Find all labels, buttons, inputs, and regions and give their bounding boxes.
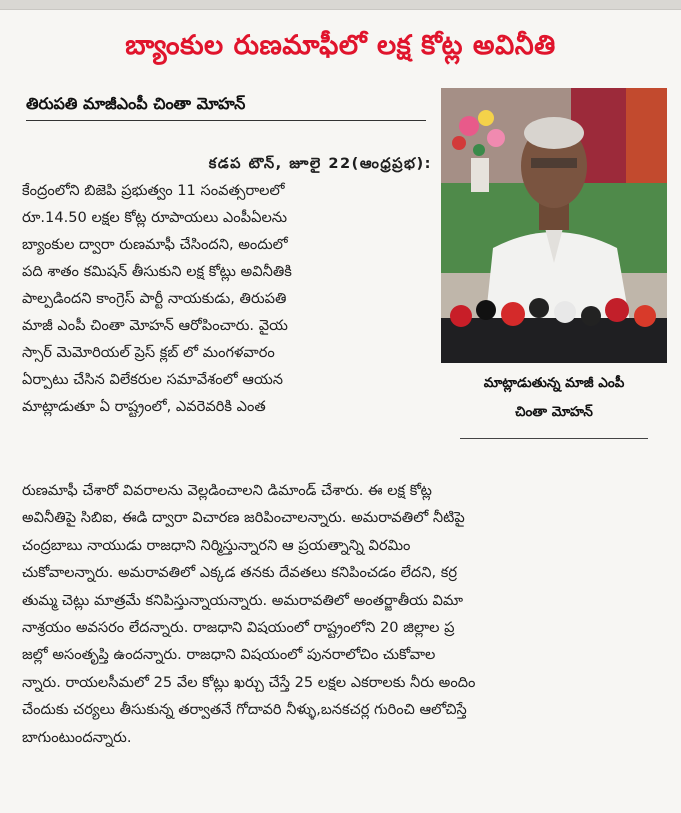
body-line: పది శాతం కమిషన్ తీసుకుని లక్ష కోట్లు అవినీతికి: [22, 263, 292, 280]
body-line: మాట్లాడుతూ ఏ రాష్ట్రంలో, ఎవరెవరికి ఎంత: [22, 398, 266, 415]
photo-illustration: [441, 88, 667, 363]
headline: బ్యాంకుల రుణమాఫీలో లక్ష కోట్ల అవినీతి: [125, 30, 556, 61]
dateline: కడప టౌన్, జూలై 22(ఆంధ్రప్రభ):: [208, 155, 432, 172]
body-line: రూ.14.50 లక్షల కోట్ల రూపాయలు ఎంపీఏలను: [22, 209, 288, 226]
photo-caption: [441, 369, 667, 427]
body-line: అవినీతిపై సిబిఐ, ఈడి ద్వారా విచారణ జరిపించాలన్నారు. అమరావతిలో నీటిపై: [22, 509, 465, 527]
caption-line: చింతా మోహన్: [515, 404, 593, 420]
body-line: తుమ్మ చెట్లు మాత్రమే కనిపిస్తున్నాయన్నారు. అమరావతిలో అంతర్జాతీయ విమా: [22, 591, 464, 609]
body-line: ఏర్పాటు చేసిన విలేకరుల సమావేశంలో ఆయన: [22, 371, 283, 388]
body-line: న్నారు. రాయలసీమలో 25 వేల కోట్లు ఖర్చు చేస్తే 25 లక్షల ఎకరాలకు నీరు అందిం: [22, 673, 476, 691]
body-line: బ్యాంకుల ద్వారా రుణమాఫీ చేసిందని, అందులో: [22, 236, 288, 253]
body-line: కేంద్రంలోని బిజెపి ప్రభుత్వం 11 సంవత్సరాలలో: [22, 182, 285, 199]
body-line: పాల్పడిందని కాంగ్రెస్ పార్టీ నాయకుడు, తిరుపతి: [22, 290, 287, 307]
press-conference-photo: [441, 88, 667, 363]
body-line: నాశ్రయం అవసరం లేదన్నారు. రాజధాని విషయంలో రాష్ట్రంలోని 20 జిల్లాల ప్ర: [22, 619, 455, 637]
caption-line: మాట్లాడుతున్న మాజీ ఎంపీ: [483, 375, 625, 391]
body-line: స్సార్ మెమోరియల్ ప్రెస్ క్లబ్ లో మంగళవారం: [22, 344, 275, 361]
sub-headline-underline: [26, 120, 426, 121]
body-line: చుకోవాలన్నారు. అమరావతిలో ఎక్కడ తనకు దేవతలు కనిపించడం లేదని, కర్ర: [22, 564, 457, 582]
body-line: చేందుకు చర్యలు తీసుకున్న తర్వాతనే గోదావరి నీళ్ళు,బనకచర్ల గురించి ఆలోచిస్తే: [22, 701, 467, 719]
body-line: బాగుంటుందన్నారు.: [22, 728, 132, 746]
body-line: చంద్రబాబు నాయుడు రాజధాని నిర్మిస్తున్నారని ఆ ప్రయత్నాన్ని విరమిం: [22, 536, 411, 554]
article-body-narrow: [22, 150, 432, 420]
top-strip: [0, 0, 681, 10]
body-line: రుణమాఫీ చేశారో వివరాలను వెల్లడించాలని డిమాండ్ చేశారు. ఈ లక్ష కోట్ల: [22, 482, 432, 499]
body-line: జల్లో అసంతృప్తి ఉందన్నారు. రాజధాని విషయంలో పునరాలోచిం చుకోవాల: [22, 646, 436, 664]
sub-headline: తిరుపతి మాజీఎంపీ చింతా మోహన్: [26, 94, 246, 113]
article-body-wide: [22, 477, 664, 751]
caption-underline: [460, 438, 648, 439]
body-line: మాజీ ఎంపీ చింతా మోహన్ ఆరోపించారు. వైయ: [22, 317, 288, 334]
